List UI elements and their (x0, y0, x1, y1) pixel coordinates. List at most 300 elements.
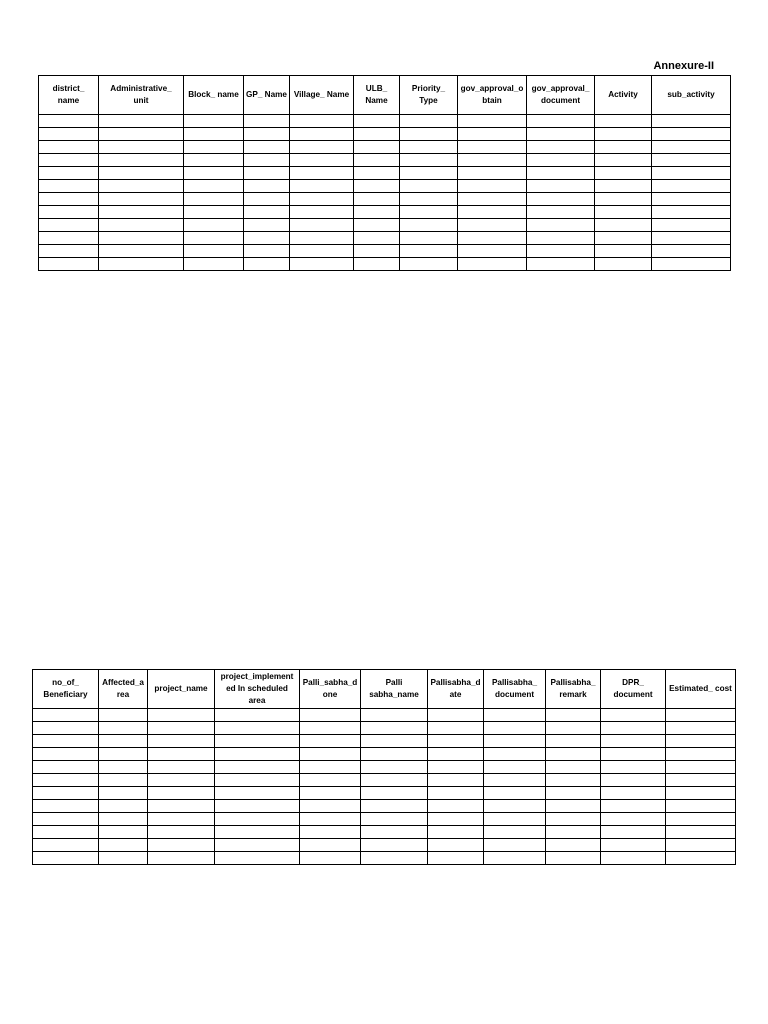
table-row (39, 154, 731, 167)
table-cell[interactable] (546, 722, 601, 735)
table-cell[interactable] (244, 141, 290, 154)
table-cell[interactable] (99, 167, 184, 180)
table-cell[interactable] (300, 761, 361, 774)
table-cell[interactable] (99, 154, 184, 167)
table-row (33, 748, 736, 761)
table-cell[interactable] (290, 180, 354, 193)
table-cell[interactable] (484, 748, 546, 761)
table-cell[interactable] (601, 800, 666, 813)
table-cell[interactable] (601, 787, 666, 800)
table-cell[interactable] (484, 839, 546, 852)
table-cell[interactable] (546, 826, 601, 839)
table-cell[interactable] (244, 154, 290, 167)
table-cell[interactable] (244, 193, 290, 206)
table-cell[interactable] (652, 154, 731, 167)
table-cell[interactable] (601, 813, 666, 826)
table-cell[interactable] (99, 800, 148, 813)
table-cell[interactable] (290, 128, 354, 141)
table-cell[interactable] (99, 826, 148, 839)
table-cell[interactable] (527, 232, 595, 245)
table-cell[interactable] (99, 258, 184, 271)
table-cell[interactable] (595, 141, 652, 154)
table-cell[interactable] (244, 258, 290, 271)
table-cell[interactable] (527, 206, 595, 219)
table-cell[interactable] (652, 128, 731, 141)
table-cell[interactable] (546, 800, 601, 813)
table-cell[interactable] (458, 232, 527, 245)
table-cell[interactable] (546, 787, 601, 800)
table-cell[interactable] (458, 167, 527, 180)
table-cell[interactable] (33, 852, 99, 865)
table-cell[interactable] (546, 839, 601, 852)
table-cell[interactable] (361, 735, 428, 748)
column-header-label: Type (419, 96, 438, 105)
table-cell[interactable] (458, 154, 527, 167)
table-cell[interactable] (215, 826, 300, 839)
table-cell[interactable] (458, 206, 527, 219)
table-cell[interactable] (652, 232, 731, 245)
table-cell[interactable] (595, 206, 652, 219)
table-cell[interactable] (354, 245, 400, 258)
table-cell[interactable] (39, 206, 99, 219)
table-row (39, 232, 731, 245)
table-cell[interactable] (300, 852, 361, 865)
table-cell[interactable] (595, 245, 652, 258)
table-cell[interactable] (300, 709, 361, 722)
table-cell[interactable] (148, 748, 215, 761)
table-cell[interactable] (428, 787, 484, 800)
table-cell[interactable] (148, 800, 215, 813)
table-cell[interactable] (148, 826, 215, 839)
table-cell[interactable] (595, 167, 652, 180)
table-cell[interactable] (428, 722, 484, 735)
table-cell[interactable] (428, 761, 484, 774)
table-cell[interactable] (527, 219, 595, 232)
table-cell[interactable] (99, 735, 148, 748)
table-cell[interactable] (595, 154, 652, 167)
table-cell[interactable] (290, 232, 354, 245)
table-cell[interactable] (400, 206, 458, 219)
table-cell[interactable] (215, 761, 300, 774)
table-cell[interactable] (666, 774, 736, 787)
table-cell[interactable] (527, 167, 595, 180)
table-cell[interactable] (184, 128, 244, 141)
table-cell[interactable] (361, 826, 428, 839)
column-header-label: unit (133, 96, 149, 105)
table-cell[interactable] (652, 245, 731, 258)
table-cell[interactable] (652, 258, 731, 271)
table-cell[interactable] (666, 826, 736, 839)
table-cell[interactable] (546, 761, 601, 774)
table-cell[interactable] (99, 141, 184, 154)
table-cell[interactable] (354, 193, 400, 206)
table-cell[interactable] (361, 813, 428, 826)
table-cell[interactable] (428, 826, 484, 839)
table-cell[interactable] (244, 232, 290, 245)
table-cell[interactable] (601, 826, 666, 839)
table-cell[interactable] (527, 193, 595, 206)
table-cell[interactable] (484, 709, 546, 722)
table-cell[interactable] (33, 748, 99, 761)
table-cell[interactable] (244, 245, 290, 258)
table-cell[interactable] (546, 748, 601, 761)
table-cell[interactable] (215, 722, 300, 735)
table-cell[interactable] (99, 839, 148, 852)
table-cell[interactable] (400, 167, 458, 180)
table-cell[interactable] (601, 748, 666, 761)
table-cell[interactable] (215, 839, 300, 852)
table-cell[interactable] (400, 232, 458, 245)
table-cell[interactable] (666, 787, 736, 800)
table-row (39, 245, 731, 258)
table-cell[interactable] (428, 709, 484, 722)
table-cell[interactable] (184, 115, 244, 128)
table-cell[interactable] (666, 839, 736, 852)
table-cell[interactable] (99, 761, 148, 774)
table-cell[interactable] (361, 774, 428, 787)
table-cell[interactable] (601, 774, 666, 787)
table-cell[interactable] (148, 852, 215, 865)
table-cell[interactable] (652, 193, 731, 206)
table-cell[interactable] (39, 219, 99, 232)
table-cell[interactable] (354, 154, 400, 167)
table-cell[interactable] (484, 826, 546, 839)
table-cell[interactable] (215, 787, 300, 800)
table-cell[interactable] (244, 128, 290, 141)
table-cell[interactable] (400, 219, 458, 232)
table-cell[interactable] (595, 219, 652, 232)
table-cell[interactable] (354, 141, 400, 154)
table-cell[interactable] (33, 787, 99, 800)
table-cell[interactable] (428, 800, 484, 813)
column-header-label: no_of_ (52, 678, 79, 687)
table-cell[interactable] (184, 245, 244, 258)
table-cell[interactable] (215, 800, 300, 813)
table-cell[interactable] (595, 193, 652, 206)
table-cell[interactable] (300, 787, 361, 800)
table-cell[interactable] (546, 735, 601, 748)
table-cell[interactable] (184, 180, 244, 193)
table-cell[interactable] (652, 141, 731, 154)
table-cell[interactable] (99, 193, 184, 206)
table-cell[interactable] (428, 839, 484, 852)
table-cell[interactable] (666, 748, 736, 761)
table-cell[interactable] (595, 115, 652, 128)
table-cell[interactable] (484, 852, 546, 865)
table-cell[interactable] (244, 167, 290, 180)
table-cell[interactable] (33, 709, 99, 722)
table-cell[interactable] (99, 219, 184, 232)
table-cell[interactable] (354, 115, 400, 128)
table-cell[interactable] (400, 193, 458, 206)
column-header-label: Palli (385, 678, 403, 687)
table-cell[interactable] (184, 167, 244, 180)
table-cell[interactable] (354, 128, 400, 141)
table-cell[interactable] (184, 193, 244, 206)
table-cell[interactable] (290, 115, 354, 128)
table-cell[interactable] (666, 800, 736, 813)
table-cell[interactable] (215, 735, 300, 748)
column-header (39, 76, 99, 115)
table-cell[interactable] (484, 800, 546, 813)
table-cell[interactable] (99, 115, 184, 128)
column-header (148, 670, 215, 709)
table-cell[interactable] (99, 232, 184, 245)
table-cell[interactable] (400, 154, 458, 167)
table-cell[interactable] (33, 813, 99, 826)
table-cell[interactable] (595, 258, 652, 271)
table-cell[interactable] (99, 852, 148, 865)
table-cell[interactable] (595, 232, 652, 245)
table-cell[interactable] (458, 180, 527, 193)
table-cell[interactable] (99, 722, 148, 735)
table-cell[interactable] (290, 245, 354, 258)
table-cell[interactable] (428, 852, 484, 865)
table-cell[interactable] (244, 180, 290, 193)
table-cell[interactable] (484, 774, 546, 787)
project-location-table (38, 75, 731, 271)
table-cell[interactable] (99, 709, 148, 722)
table-cell[interactable] (300, 839, 361, 852)
table-cell[interactable] (595, 128, 652, 141)
table-cell[interactable] (400, 128, 458, 141)
table-cell[interactable] (33, 722, 99, 735)
table-row (33, 800, 736, 813)
table-cell[interactable] (601, 839, 666, 852)
column-header-label: area (248, 696, 266, 705)
table-cell[interactable] (99, 206, 184, 219)
table-cell[interactable] (39, 115, 99, 128)
table-cell[interactable] (546, 852, 601, 865)
table-cell[interactable] (361, 839, 428, 852)
table-cell[interactable] (33, 839, 99, 852)
table-cell[interactable] (39, 154, 99, 167)
table-cell[interactable] (184, 258, 244, 271)
table-cell[interactable] (601, 722, 666, 735)
table-cell[interactable] (484, 735, 546, 748)
table-cell[interactable] (300, 774, 361, 787)
table-cell[interactable] (400, 245, 458, 258)
table-cell[interactable] (290, 141, 354, 154)
table-cell[interactable] (300, 813, 361, 826)
table-row (33, 722, 736, 735)
table-cell[interactable] (652, 115, 731, 128)
table-cell[interactable] (546, 774, 601, 787)
table-cell[interactable] (601, 761, 666, 774)
table-cell[interactable] (33, 735, 99, 748)
table-cell[interactable] (666, 709, 736, 722)
table-cell[interactable] (458, 245, 527, 258)
table-cell[interactable] (39, 141, 99, 154)
table-cell[interactable] (400, 141, 458, 154)
table-cell[interactable] (354, 167, 400, 180)
table-cell[interactable] (215, 774, 300, 787)
table-cell[interactable] (527, 141, 595, 154)
table-cell[interactable] (354, 180, 400, 193)
column-header-label: Estimated_ cost (669, 684, 732, 693)
table-cell[interactable] (184, 219, 244, 232)
table-cell[interactable] (484, 761, 546, 774)
table-cell[interactable] (33, 761, 99, 774)
table-cell[interactable] (458, 141, 527, 154)
table-cell[interactable] (184, 141, 244, 154)
column-header-label: Block_ name (188, 90, 239, 99)
table-cell[interactable] (400, 258, 458, 271)
table-cell[interactable] (601, 735, 666, 748)
table-cell[interactable] (666, 852, 736, 865)
table-row (39, 219, 731, 232)
column-header-label: project_name (154, 684, 208, 693)
table-cell[interactable] (527, 154, 595, 167)
table-cell[interactable] (215, 709, 300, 722)
table-cell[interactable] (484, 722, 546, 735)
column-header-label: project_implement (220, 672, 294, 681)
table-cell[interactable] (666, 813, 736, 826)
table-cell[interactable] (666, 761, 736, 774)
table-header-row (33, 670, 736, 709)
table-cell[interactable] (361, 761, 428, 774)
column-header-label: Affected_a (102, 678, 144, 687)
table-cell[interactable] (546, 709, 601, 722)
table-cell[interactable] (601, 852, 666, 865)
table-cell[interactable] (458, 115, 527, 128)
table-cell[interactable] (361, 787, 428, 800)
table-cell[interactable] (244, 115, 290, 128)
table-cell[interactable] (300, 826, 361, 839)
table-cell[interactable] (361, 852, 428, 865)
table-cell[interactable] (215, 748, 300, 761)
table-cell[interactable] (666, 722, 736, 735)
table-cell[interactable] (290, 206, 354, 219)
table-cell[interactable] (184, 206, 244, 219)
table-cell[interactable] (99, 787, 148, 800)
table-cell[interactable] (39, 167, 99, 180)
table-cell[interactable] (354, 219, 400, 232)
table-cell[interactable] (527, 258, 595, 271)
table-cell[interactable] (290, 219, 354, 232)
table-cell[interactable] (361, 748, 428, 761)
table-cell[interactable] (33, 826, 99, 839)
table-cell[interactable] (99, 813, 148, 826)
table-cell[interactable] (244, 219, 290, 232)
table-cell[interactable] (666, 735, 736, 748)
column-header (595, 76, 652, 115)
table-cell[interactable] (215, 813, 300, 826)
table-cell[interactable] (354, 258, 400, 271)
table-cell[interactable] (99, 180, 184, 193)
table-cell[interactable] (300, 722, 361, 735)
table-cell[interactable] (428, 813, 484, 826)
table-cell[interactable] (400, 180, 458, 193)
table-cell[interactable] (400, 115, 458, 128)
table-row (39, 115, 731, 128)
table-cell[interactable] (290, 167, 354, 180)
table-cell[interactable] (458, 219, 527, 232)
table-cell[interactable] (39, 193, 99, 206)
table-cell[interactable] (39, 245, 99, 258)
table-cell[interactable] (148, 774, 215, 787)
table-cell[interactable] (428, 748, 484, 761)
table-cell[interactable] (527, 180, 595, 193)
table-cell[interactable] (33, 800, 99, 813)
table-cell[interactable] (33, 774, 99, 787)
column-header-label: Activity (608, 90, 638, 99)
table-cell[interactable] (484, 813, 546, 826)
table-cell[interactable] (652, 167, 731, 180)
table-cell[interactable] (39, 232, 99, 245)
table-cell[interactable] (300, 735, 361, 748)
table-cell[interactable] (484, 787, 546, 800)
column-header-label: one (322, 690, 338, 699)
table-cell[interactable] (428, 735, 484, 748)
table-cell[interactable] (148, 813, 215, 826)
table-cell[interactable] (148, 735, 215, 748)
table-row (33, 735, 736, 748)
column-header-label: Beneficiary (43, 690, 88, 699)
table-cell[interactable] (39, 258, 99, 271)
annexure-title: Annexure-II (653, 60, 714, 72)
table-cell[interactable] (300, 800, 361, 813)
column-header-label: Pallisabha_ (491, 678, 538, 687)
table-cell[interactable] (148, 709, 215, 722)
table-cell[interactable] (601, 709, 666, 722)
column-header-label: document (494, 690, 535, 699)
table-cell[interactable] (361, 709, 428, 722)
table-cell[interactable] (354, 206, 400, 219)
table-cell[interactable] (458, 128, 527, 141)
table-cell[interactable] (527, 115, 595, 128)
table-cell[interactable] (595, 180, 652, 193)
column-header-label: sabha_name (369, 690, 419, 699)
table-cell[interactable] (39, 128, 99, 141)
table-cell[interactable] (458, 193, 527, 206)
table-cell[interactable] (290, 154, 354, 167)
table-cell[interactable] (148, 761, 215, 774)
table-cell[interactable] (39, 180, 99, 193)
table-cell[interactable] (244, 206, 290, 219)
table-cell[interactable] (428, 774, 484, 787)
column-header-label: district_ (52, 84, 85, 93)
table-cell[interactable] (215, 852, 300, 865)
table-cell[interactable] (652, 206, 731, 219)
table-cell[interactable] (99, 128, 184, 141)
table-cell[interactable] (99, 748, 148, 761)
table-cell[interactable] (184, 232, 244, 245)
table-cell[interactable] (99, 245, 184, 258)
table-cell[interactable] (290, 193, 354, 206)
column-header (652, 76, 731, 115)
table-cell[interactable] (148, 722, 215, 735)
table-cell[interactable] (652, 180, 731, 193)
table-cell[interactable] (458, 258, 527, 271)
table-cell[interactable] (546, 813, 601, 826)
table-cell[interactable] (527, 128, 595, 141)
table-cell[interactable] (361, 722, 428, 735)
table-cell[interactable] (527, 245, 595, 258)
table-cell[interactable] (148, 787, 215, 800)
table-cell[interactable] (290, 258, 354, 271)
table-row (39, 180, 731, 193)
table-cell[interactable] (99, 774, 148, 787)
table-cell[interactable] (184, 154, 244, 167)
table-cell[interactable] (300, 748, 361, 761)
column-header (99, 76, 184, 115)
table-cell[interactable] (652, 219, 731, 232)
table-cell[interactable] (354, 232, 400, 245)
table-cell[interactable] (361, 800, 428, 813)
column-header-label: rea (116, 690, 130, 699)
table-cell[interactable] (148, 839, 215, 852)
